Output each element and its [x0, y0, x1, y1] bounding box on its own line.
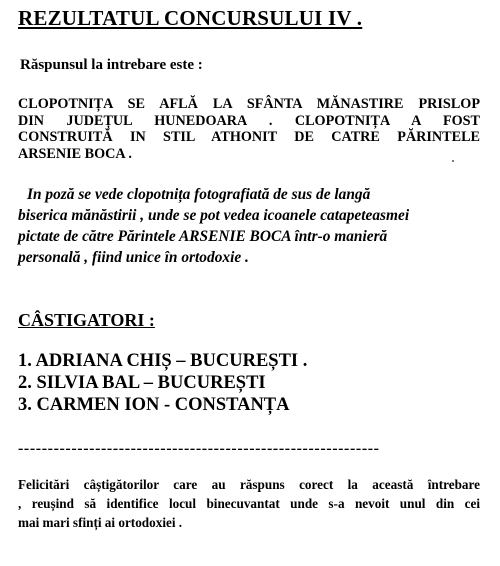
answer-line: CLOPOTNIȚA SE AFLĂ LA SFÂNTA MĂNASTIRE PRISLOP [18, 96, 480, 112]
scan-speck [452, 160, 454, 162]
congratulations-line: mai mari sfinți ai ortodoxiei . [18, 515, 183, 530]
winner-item: 1. ADRIANA CHIȘ – BUCUREȘTI . [18, 351, 308, 371]
photo-description-line: pictate de către Părintele ARSENIE BOCA într-o manieră [18, 228, 388, 245]
dashed-divider: ------------------------------------------------------------- [18, 440, 380, 457]
photo-description-line: In poză se vede clopotnița fotografiată de sus de langă [27, 186, 371, 203]
answer-line: ARSENIE BOCA . [18, 145, 132, 162]
congratulations-line: Felicitări câștigătorilor care au răspuns corect la această întrebare [18, 477, 480, 492]
photo-description-line: biserica mănăstirii , unde se pot vedea icoanele catapeteasmei [18, 207, 410, 224]
winners-list [18, 350, 307, 416]
answer-line: DIN JUDEȚUL HUNEDOARA . CLOPOTNIȚA A FOST [18, 112, 480, 129]
answer-paragraph [18, 96, 480, 162]
winner-item: 2. SILVIA BAL – BUCUREȘTI [18, 373, 266, 393]
winners-heading: CÂSTIGATORI : [18, 310, 155, 330]
answer-line: CONSTRUITĂ IN STIL ATHONIT DE CATRE PĂRINTELE [18, 129, 480, 146]
question-label: Răspunsul la intrebare este : [20, 57, 203, 73]
page-title: REZULTATUL CONCURSULUI IV . [18, 6, 363, 30]
photo-description [18, 184, 478, 268]
congratulations-paragraph [18, 475, 480, 532]
congratulations-line: , reușind să identifice locul binecuvantat unde s-a nevoit unul din cei [18, 496, 480, 511]
photo-description-line: personală , fiind unice în ortodoxie . [18, 249, 249, 266]
winner-item: 3. CARMEN ION - CONSTANȚA [18, 395, 290, 415]
